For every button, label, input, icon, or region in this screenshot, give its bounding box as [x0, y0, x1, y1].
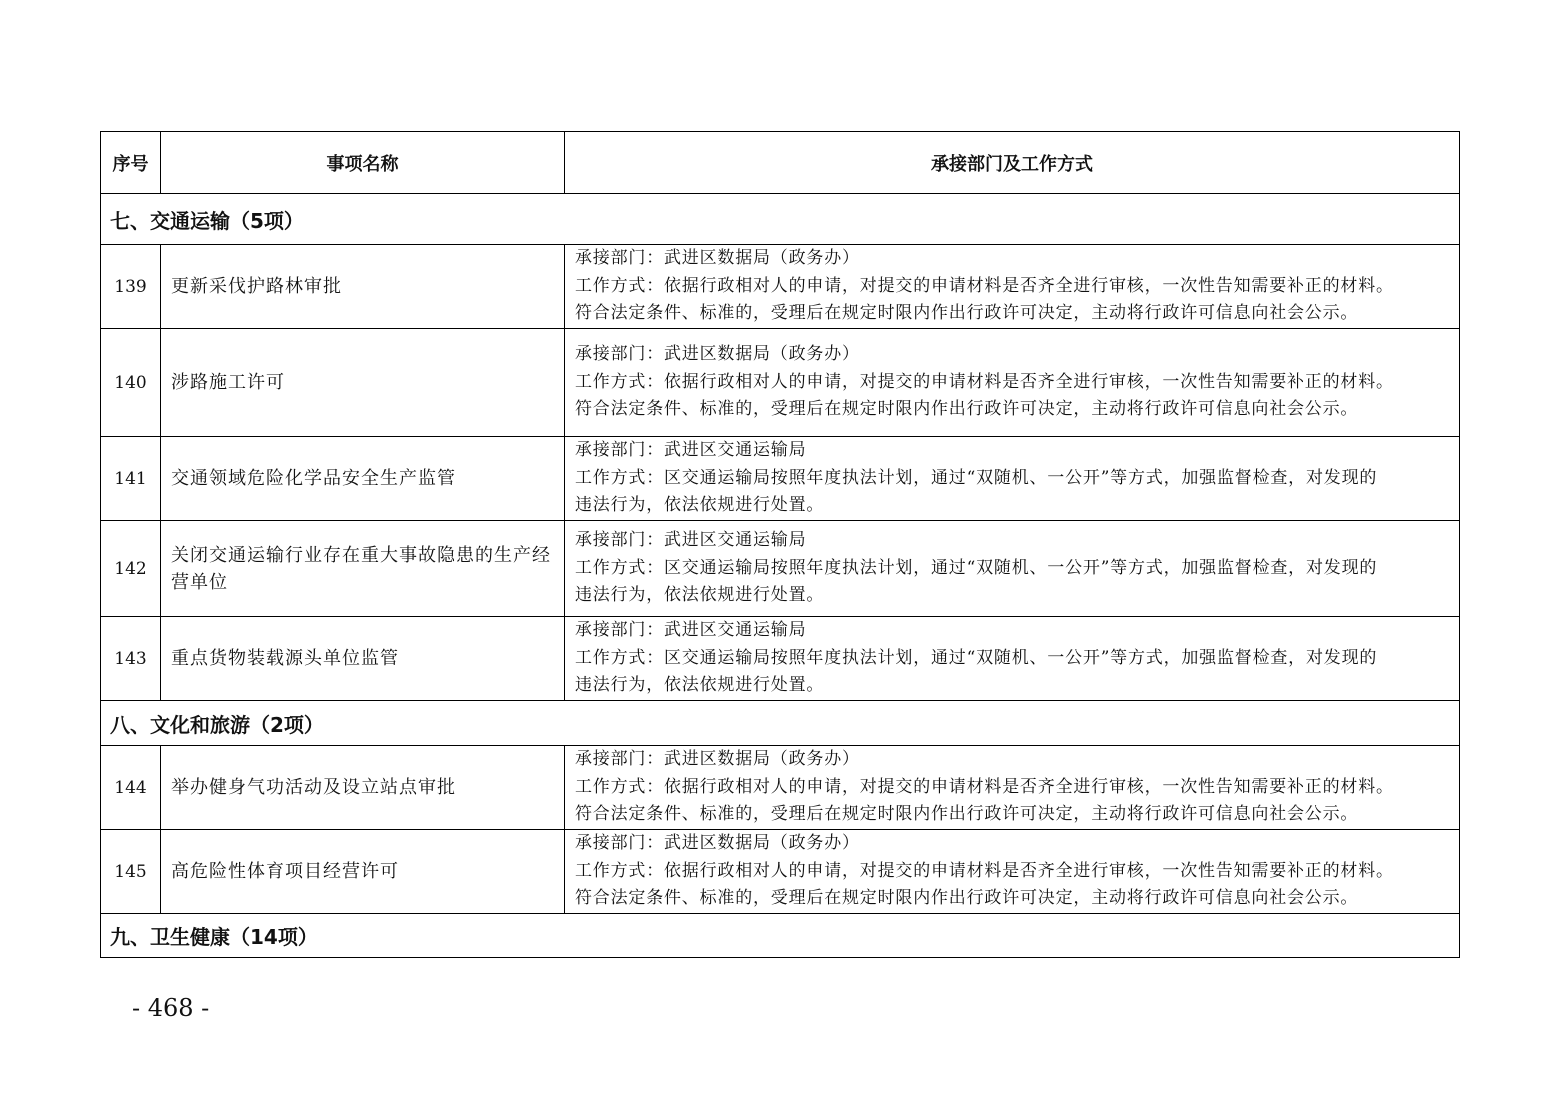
- section-row: [101, 914, 1460, 958]
- dept-line: 承接部门：武进区数据局（政务办）: [575, 248, 860, 269]
- method-line: 符合法定条件、标准的，受理后在规定时限内作出行政许可决定，主动将行政许可信息向社会公示。: [575, 804, 1359, 825]
- header-seq: 序号: [101, 132, 161, 194]
- row-number: 143: [101, 617, 161, 701]
- method-line: 符合法定条件、标准的，受理后在规定时限内作出行政许可决定，主动将行政许可信息向社会公示。: [575, 303, 1359, 324]
- dept-line: 承接部门：武进区数据局（政务办）: [575, 749, 860, 770]
- header-name: 事项名称: [161, 132, 565, 194]
- item-name: 涉路施工许可: [161, 329, 565, 437]
- table-row: [101, 746, 1460, 830]
- row-number: 140: [101, 329, 161, 437]
- header-dept: 承接部门及工作方式: [565, 132, 1460, 194]
- dept-line: 承接部门：武进区交通运输局: [575, 620, 807, 641]
- section-row: [101, 701, 1460, 746]
- method-line: 工作方式：依据行政相对人的申请，对提交的申请材料是否齐全进行审核，一次性告知需要补正的材料。: [575, 776, 1394, 797]
- method-line: 工作方式：区交通运输局按照年度执法计划，通过“双随机、一公开”等方式，加强监督检查，对发现的: [575, 557, 1378, 578]
- page-number: - 468 -: [132, 994, 210, 1022]
- table-header-row: [101, 132, 1460, 194]
- method-line: 符合法定条件、标准的，受理后在规定时限内作出行政许可决定，主动将行政许可信息向社会公示。: [575, 399, 1359, 420]
- dept-method: [565, 617, 1460, 701]
- dept-line: 承接部门：武进区交通运输局: [575, 440, 807, 461]
- method-line: 工作方式：依据行政相对人的申请，对提交的申请材料是否齐全进行审核，一次性告知需要补正的材料。: [575, 860, 1394, 881]
- method-line: 工作方式：依据行政相对人的申请，对提交的申请材料是否齐全进行审核，一次性告知需要补正的材料。: [575, 275, 1394, 296]
- dept-method: [565, 329, 1460, 437]
- method-line: 符合法定条件、标准的，受理后在规定时限内作出行政许可决定，主动将行政许可信息向社会公示。: [575, 888, 1359, 909]
- section-title: 八、文化和旅游（2项）: [101, 701, 1460, 746]
- table-row: [101, 521, 1460, 617]
- method-line: 工作方式：区交通运输局按照年度执法计划，通过“双随机、一公开”等方式，加强监督检查，对发现的: [575, 647, 1378, 668]
- table-row: [101, 437, 1460, 521]
- dept-method: [565, 830, 1460, 914]
- table-row: [101, 617, 1460, 701]
- item-name: 高危险性体育项目经营许可: [161, 830, 565, 914]
- row-number: 145: [101, 830, 161, 914]
- item-name: 交通领域危险化学品安全生产监管: [161, 437, 565, 521]
- dept-line: 承接部门：武进区交通运输局: [575, 530, 807, 551]
- item-name: 举办健身气功活动及设立站点审批: [161, 746, 565, 830]
- section-title: 九、卫生健康（14项）: [101, 914, 1460, 958]
- dept-line: 承接部门：武进区数据局（政务办）: [575, 344, 860, 365]
- method-line: 违法行为，依法依规进行处置。: [575, 495, 825, 516]
- table-row: [101, 329, 1460, 437]
- table-row: [101, 830, 1460, 914]
- item-name: 更新采伐护路林审批: [161, 245, 565, 329]
- row-number: 139: [101, 245, 161, 329]
- dept-line: 承接部门：武进区数据局（政务办）: [575, 833, 860, 854]
- row-number: 141: [101, 437, 161, 521]
- table-row: [101, 245, 1460, 329]
- method-line: 工作方式：区交通运输局按照年度执法计划，通过“双随机、一公开”等方式，加强监督检查，对发现的: [575, 467, 1378, 488]
- method-line: 工作方式：依据行政相对人的申请，对提交的申请材料是否齐全进行审核，一次性告知需要补正的材料。: [575, 371, 1394, 392]
- item-name: 关闭交通运输行业存在重大事故隐患的生产经营单位: [161, 521, 565, 617]
- items-table: [100, 131, 1460, 958]
- method-line: 违法行为，依法依规进行处置。: [575, 675, 825, 696]
- item-name: 重点货物装载源头单位监管: [161, 617, 565, 701]
- method-line: 违法行为，依法依规进行处置。: [575, 585, 825, 606]
- row-number: 142: [101, 521, 161, 617]
- dept-method: [565, 437, 1460, 521]
- section-row: [101, 194, 1460, 245]
- dept-method: [565, 521, 1460, 617]
- row-number: 144: [101, 746, 161, 830]
- dept-method: [565, 746, 1460, 830]
- dept-method: [565, 245, 1460, 329]
- section-title: 七、交通运输（5项）: [101, 194, 1460, 245]
